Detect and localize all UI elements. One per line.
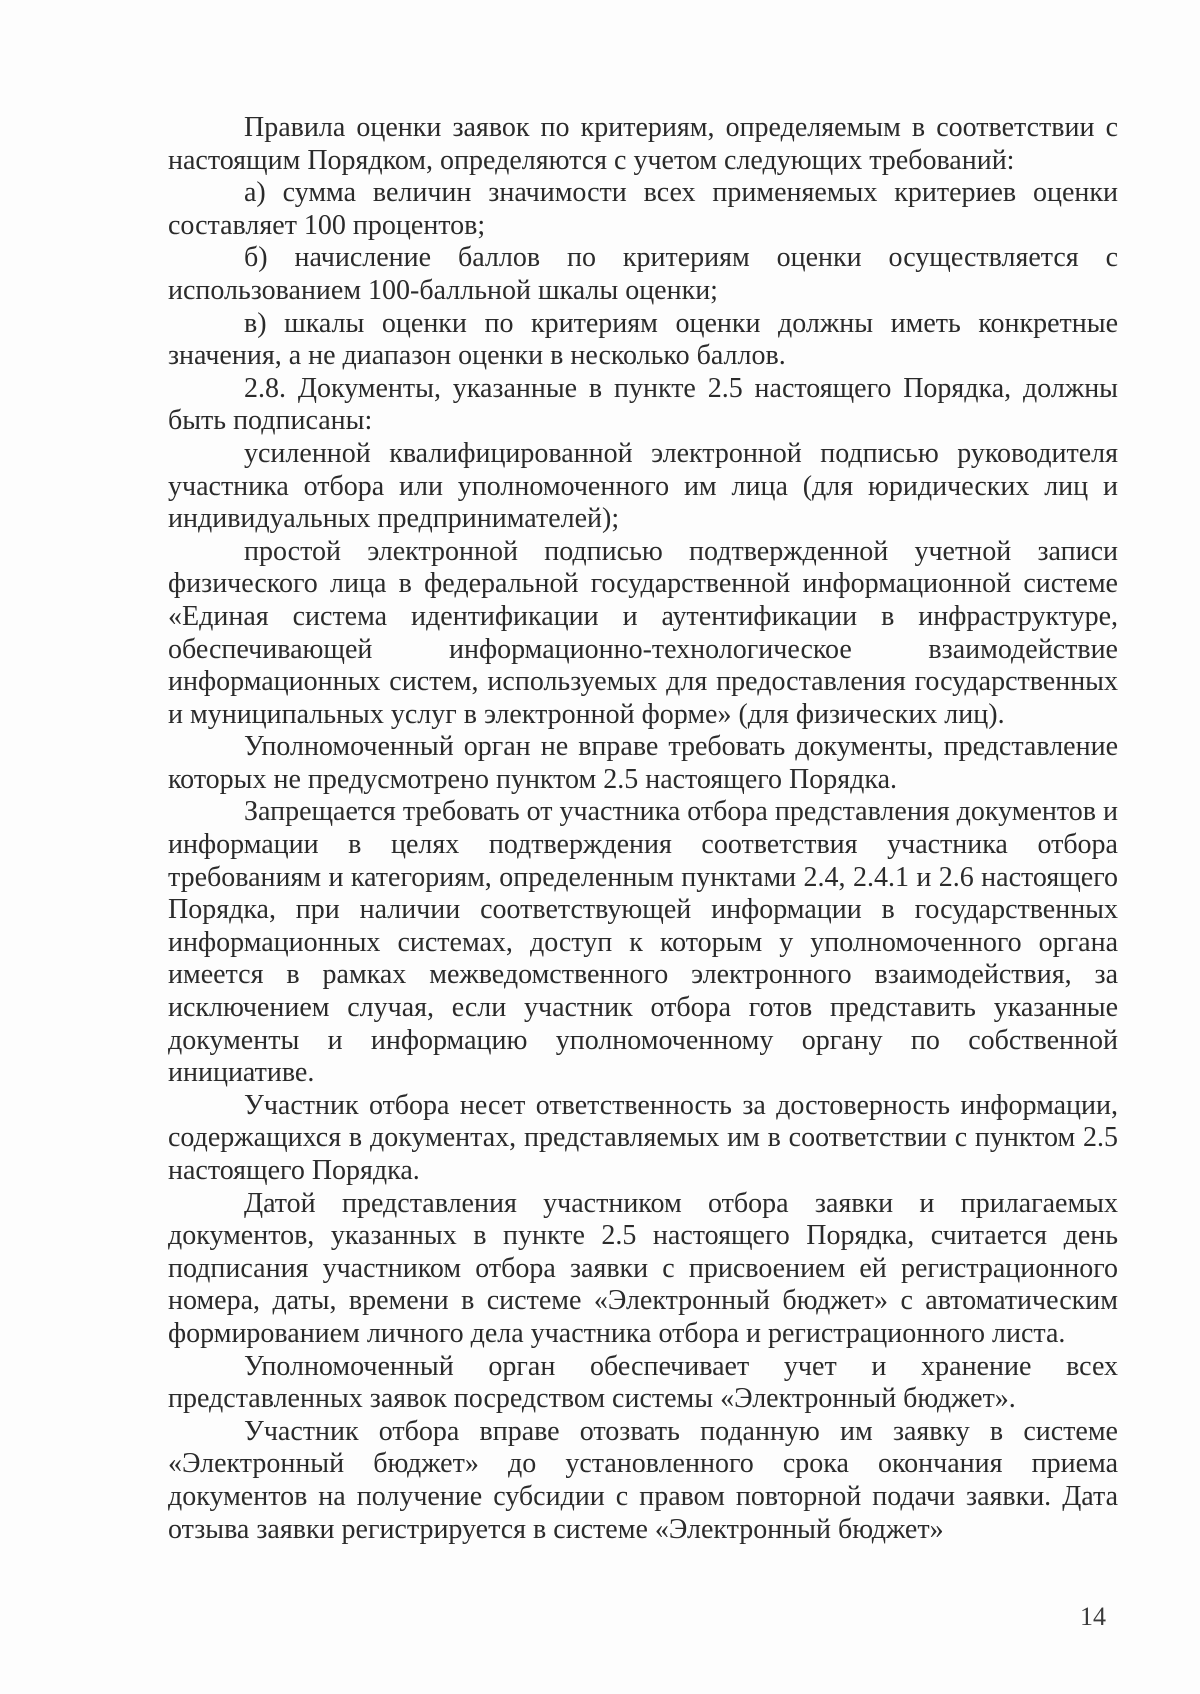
page-number: 14 xyxy=(1080,1602,1106,1631)
paragraph-item-b: б) начисление баллов по критериям оценки осуществляется с использованием 100-балльной шкалы оценки; xyxy=(168,242,1118,306)
paragraph-submission-date: Датой представления участником отбора заявки и прилагаемых документов, указанных в пункте 2.5 настоящего Порядка, считается день подписания участником отбора заявки с присвоением ей регистрационного номера, даты, времени в системе «Электронный бюджет» с автоматическим формированием личного дела участника отбора и регистрационного листа. xyxy=(168,1187,1118,1349)
paragraph-section-2-8: 2.8. Документы, указанные в пункте 2.5 настоящего Порядка, должны быть подписаны: xyxy=(168,372,1118,437)
paragraph-storage: Уполномоченный орган обеспечивает учет и хранение всех представленных заявок посредством системы «Электронный бюджет». xyxy=(168,1350,1118,1415)
document-body xyxy=(168,112,1118,1546)
paragraph-qualified-signature: усиленной квалифицированной электронной подписью руководителя участника отбора или уполномоченного им лица (для юридических лиц и индивидуальных предпринимателей); xyxy=(168,437,1118,535)
paragraph-simple-signature: простой электронной подписью подтвержденной учетной записи физического лица в федеральной государственной информационной системе «Единая система идентификации и аутентификации в инфраструктуре, обеспечивающей информационно-технологическое взаимодействие информационных систем, используемых для предоставления государственных и муниципальных услуг в электронной форме» (для физических лиц). xyxy=(168,535,1118,730)
paragraph-item-a: а) сумма величин значимости всех применяемых критериев оценки составляет 100 процентов; xyxy=(168,177,1118,241)
paragraph-withdrawal: Участник отбора вправе отозвать поданную им заявку в системе «Электронный бюджет» до установленного срока окончания приема документов на получение субсидии с правом повторной подачи заявки. Дата отзыва заявки регистрируется в системе «Электронный бюджет» xyxy=(168,1415,1118,1545)
paragraph-item-v: в) шкалы оценки по критериям оценки должны иметь конкретные значения, а не диапазон оценки в несколько баллов. xyxy=(168,307,1118,372)
paragraph-evaluation-rules: Правила оценки заявок по критериям, определяемым в соответствии с настоящим Порядком, определяются с учетом следующих требований: xyxy=(168,112,1118,176)
paragraph-prohibition: Запрещается требовать от участника отбора представления документов и информации в целях подтверждения соответствия участника отбора требованиям и категориям, определенным пунктами 2.4, 2.4.1 и 2.6 настоящего Порядка, при наличии соответствующей информации в государственных информационных системах, доступ к которым у уполномоченного органа имеется в рамках межведомственного электронного взаимодействия, за исключением случая, если участник отбора готов представить указанные документы и информацию уполномоченному органу по собственной инициативе. xyxy=(168,796,1118,1089)
paragraph-responsibility: Участник отбора несет ответственность за достоверность информации, содержащихся в документах, представляемых им в соответствии с пунктом 2.5 настоящего Порядка. xyxy=(168,1089,1118,1186)
paragraph-authority-restriction: Уполномоченный орган не вправе требовать документы, представление которых не предусмотрено пунктом 2.5 настоящего Порядка. xyxy=(168,731,1118,795)
